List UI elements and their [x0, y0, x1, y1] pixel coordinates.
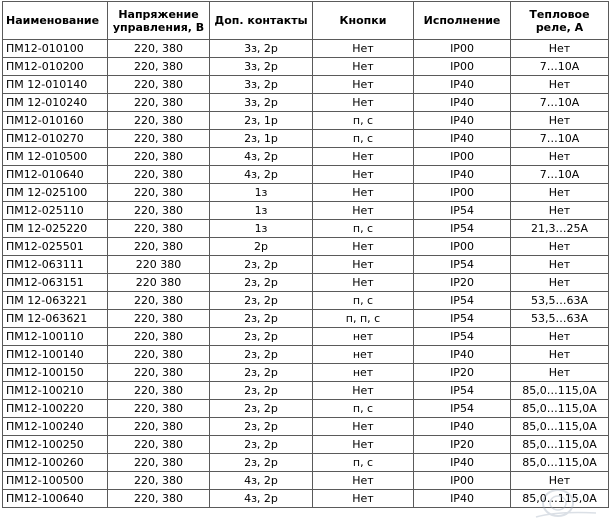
header-execution: Исполнение: [414, 2, 511, 40]
cell-execution: IP40: [414, 418, 511, 436]
cell-contacts: 4з, 2р: [210, 472, 313, 490]
table-body: [3, 40, 609, 508]
cell-buttons: Нет: [313, 184, 414, 202]
cell-buttons: п, с: [313, 130, 414, 148]
table-row: [3, 148, 609, 166]
cell-name: ПМ12-100110: [3, 328, 108, 346]
cell-voltage: 220 380: [108, 274, 210, 292]
table-row: [3, 472, 609, 490]
table-row: [3, 58, 609, 76]
cell-voltage: 220, 380: [108, 346, 210, 364]
cell-buttons: Нет: [313, 202, 414, 220]
table-row: [3, 76, 609, 94]
cell-name: ПМ12-010100: [3, 40, 108, 58]
cell-name: ПМ12-063111: [3, 256, 108, 274]
table-row: [3, 238, 609, 256]
contactor-spec-table: [2, 1, 609, 508]
cell-buttons: п, с: [313, 112, 414, 130]
cell-relay: Нет: [511, 184, 609, 202]
header-voltage: Напряжение управления, В: [108, 2, 210, 40]
cell-relay: 21,3…25А: [511, 220, 609, 238]
cell-execution: IP54: [414, 256, 511, 274]
cell-execution: IP40: [414, 490, 511, 508]
cell-buttons: п, с: [313, 400, 414, 418]
table-row: [3, 202, 609, 220]
cell-relay: 7…10А: [511, 94, 609, 112]
cell-relay: Нет: [511, 364, 609, 382]
cell-contacts: 1з: [210, 202, 313, 220]
table-row: [3, 292, 609, 310]
cell-contacts: 2з, 2р: [210, 328, 313, 346]
cell-name: ПМ 12-010500: [3, 148, 108, 166]
cell-execution: IP54: [414, 382, 511, 400]
cell-relay: 7…10А: [511, 166, 609, 184]
cell-buttons: нет: [313, 328, 414, 346]
cell-execution: IP54: [414, 400, 511, 418]
cell-relay: Нет: [511, 256, 609, 274]
cell-relay: Нет: [511, 112, 609, 130]
cell-execution: IP54: [414, 328, 511, 346]
table-row: [3, 256, 609, 274]
table-row: [3, 166, 609, 184]
header-row: [3, 2, 609, 40]
cell-contacts: 2з, 2р: [210, 418, 313, 436]
cell-execution: IP40: [414, 94, 511, 112]
cell-voltage: 220, 380: [108, 58, 210, 76]
cell-contacts: 2з, 2р: [210, 310, 313, 328]
cell-buttons: Нет: [313, 94, 414, 112]
cell-voltage: 220, 380: [108, 418, 210, 436]
cell-voltage: 220, 380: [108, 112, 210, 130]
cell-name: ПМ 12-063221: [3, 292, 108, 310]
cell-voltage: 220, 380: [108, 76, 210, 94]
table-row: [3, 40, 609, 58]
cell-voltage: 220 380: [108, 256, 210, 274]
cell-relay: Нет: [511, 328, 609, 346]
table-row: [3, 310, 609, 328]
cell-contacts: 2з, 1р: [210, 112, 313, 130]
header-relay: Тепловое реле, А: [511, 2, 609, 40]
cell-execution: IP00: [414, 148, 511, 166]
cell-name: ПМ12-010270: [3, 130, 108, 148]
cell-contacts: 3з, 2р: [210, 58, 313, 76]
cell-execution: IP40: [414, 346, 511, 364]
cell-relay: 53,5…63А: [511, 292, 609, 310]
cell-relay: 7…10А: [511, 58, 609, 76]
cell-contacts: 2з, 2р: [210, 256, 313, 274]
cell-execution: IP20: [414, 436, 511, 454]
cell-execution: IP00: [414, 238, 511, 256]
cell-execution: IP40: [414, 166, 511, 184]
cell-contacts: 2з, 2р: [210, 346, 313, 364]
cell-voltage: 220, 380: [108, 310, 210, 328]
cell-voltage: 220, 380: [108, 166, 210, 184]
cell-name: ПМ 12-010140: [3, 76, 108, 94]
cell-buttons: Нет: [313, 436, 414, 454]
cell-relay: 85,0…115,0А: [511, 490, 609, 508]
cell-buttons: Нет: [313, 490, 414, 508]
cell-contacts: 3з, 2р: [210, 40, 313, 58]
header-name: Наименование: [3, 2, 108, 40]
cell-name: ПМ12-025501: [3, 238, 108, 256]
cell-relay: 85,0…115,0А: [511, 436, 609, 454]
cell-contacts: 1з: [210, 184, 313, 202]
cell-name: ПМ 12-010240: [3, 94, 108, 112]
cell-buttons: п, с: [313, 220, 414, 238]
table-row: [3, 328, 609, 346]
cell-name: ПМ12-100260: [3, 454, 108, 472]
cell-execution: IP54: [414, 220, 511, 238]
cell-voltage: 220, 380: [108, 454, 210, 472]
cell-voltage: 220, 380: [108, 328, 210, 346]
table-row: [3, 184, 609, 202]
cell-contacts: 2р: [210, 238, 313, 256]
cell-relay: 85,0…115,0А: [511, 400, 609, 418]
cell-contacts: 1з: [210, 220, 313, 238]
cell-name: ПМ 12-063621: [3, 310, 108, 328]
cell-buttons: Нет: [313, 148, 414, 166]
cell-contacts: 4з, 2р: [210, 148, 313, 166]
table-row: [3, 346, 609, 364]
cell-buttons: Нет: [313, 256, 414, 274]
cell-buttons: Нет: [313, 472, 414, 490]
cell-name: ПМ12-010160: [3, 112, 108, 130]
table-row: [3, 490, 609, 508]
cell-name: ПМ12-100240: [3, 418, 108, 436]
cell-execution: IP00: [414, 58, 511, 76]
cell-voltage: 220, 380: [108, 436, 210, 454]
table-row: [3, 382, 609, 400]
header-buttons: Кнопки: [313, 2, 414, 40]
cell-name: ПМ12-100150: [3, 364, 108, 382]
cell-relay: Нет: [511, 76, 609, 94]
table-row: [3, 454, 609, 472]
cell-buttons: Нет: [313, 238, 414, 256]
cell-execution: IP40: [414, 112, 511, 130]
cell-voltage: 220, 380: [108, 382, 210, 400]
cell-relay: 53,5…63А: [511, 310, 609, 328]
cell-execution: IP00: [414, 184, 511, 202]
cell-name: ПМ12-100140: [3, 346, 108, 364]
table-row: [3, 418, 609, 436]
cell-buttons: п, с: [313, 454, 414, 472]
cell-relay: 85,0…115,0А: [511, 382, 609, 400]
cell-contacts: 2з, 2р: [210, 400, 313, 418]
cell-execution: IP54: [414, 202, 511, 220]
cell-name: ПМ12-063151: [3, 274, 108, 292]
cell-contacts: 4з, 2р: [210, 166, 313, 184]
cell-relay: Нет: [511, 40, 609, 58]
cell-buttons: Нет: [313, 58, 414, 76]
cell-relay: Нет: [511, 346, 609, 364]
cell-name: ПМ12-100640: [3, 490, 108, 508]
cell-relay: Нет: [511, 472, 609, 490]
cell-contacts: 2з, 2р: [210, 382, 313, 400]
table-row: [3, 400, 609, 418]
table-header: [3, 2, 609, 40]
cell-contacts: 2з, 2р: [210, 454, 313, 472]
cell-execution: IP40: [414, 454, 511, 472]
cell-voltage: 220, 380: [108, 220, 210, 238]
table-row: [3, 436, 609, 454]
cell-buttons: Нет: [313, 76, 414, 94]
cell-name: ПМ12-100250: [3, 436, 108, 454]
cell-relay: Нет: [511, 202, 609, 220]
cell-execution: IP40: [414, 76, 511, 94]
cell-name: ПМ12-010640: [3, 166, 108, 184]
cell-buttons: Нет: [313, 40, 414, 58]
cell-buttons: Нет: [313, 382, 414, 400]
cell-relay: 85,0…115,0А: [511, 418, 609, 436]
cell-name: ПМ12-100210: [3, 382, 108, 400]
cell-execution: IP00: [414, 472, 511, 490]
cell-execution: IP54: [414, 310, 511, 328]
cell-voltage: 220, 380: [108, 202, 210, 220]
cell-buttons: нет: [313, 346, 414, 364]
cell-buttons: Нет: [313, 274, 414, 292]
cell-voltage: 220, 380: [108, 490, 210, 508]
watermark-logo: [528, 483, 602, 523]
cell-contacts: 2з, 2р: [210, 292, 313, 310]
cell-name: ПМ12-025110: [3, 202, 108, 220]
cell-voltage: 220, 380: [108, 364, 210, 382]
cell-name: ПМ12-100500: [3, 472, 108, 490]
cell-buttons: п, п, с: [313, 310, 414, 328]
cell-name: ПМ12-100220: [3, 400, 108, 418]
cell-voltage: 220, 380: [108, 40, 210, 58]
header-contacts: Доп. контакты: [210, 2, 313, 40]
cell-execution: IP20: [414, 364, 511, 382]
cell-execution: IP54: [414, 292, 511, 310]
cell-buttons: Нет: [313, 418, 414, 436]
cell-voltage: 220, 380: [108, 292, 210, 310]
cell-voltage: 220, 380: [108, 148, 210, 166]
cell-name: ПМ 12-025100: [3, 184, 108, 202]
cell-buttons: п, с: [313, 292, 414, 310]
cell-voltage: 220, 380: [108, 472, 210, 490]
cell-relay: 7…10А: [511, 130, 609, 148]
cell-contacts: 2з, 2р: [210, 274, 313, 292]
table-row: [3, 274, 609, 292]
table-row: [3, 364, 609, 382]
table-row: [3, 220, 609, 238]
cell-voltage: 220, 380: [108, 400, 210, 418]
cell-name: ПМ12-010200: [3, 58, 108, 76]
cell-relay: Нет: [511, 238, 609, 256]
cell-name: ПМ 12-025220: [3, 220, 108, 238]
cell-contacts: 2з, 2р: [210, 436, 313, 454]
cell-contacts: 3з, 2р: [210, 76, 313, 94]
cell-voltage: 220, 380: [108, 184, 210, 202]
cell-contacts: 2з, 2р: [210, 364, 313, 382]
cell-relay: Нет: [511, 274, 609, 292]
cell-relay: Нет: [511, 148, 609, 166]
cell-voltage: 220, 380: [108, 94, 210, 112]
table-row: [3, 130, 609, 148]
cell-voltage: 220, 380: [108, 238, 210, 256]
table-row: [3, 94, 609, 112]
cell-execution: IP00: [414, 40, 511, 58]
cell-contacts: 3з, 2р: [210, 94, 313, 112]
cell-execution: IP40: [414, 130, 511, 148]
cell-voltage: 220, 380: [108, 130, 210, 148]
cell-execution: IP20: [414, 274, 511, 292]
cell-buttons: нет: [313, 364, 414, 382]
cell-relay: 85,0…115,0А: [511, 454, 609, 472]
cell-contacts: 4з, 2р: [210, 490, 313, 508]
cell-buttons: Нет: [313, 166, 414, 184]
cell-contacts: 2з, 1р: [210, 130, 313, 148]
table-row: [3, 112, 609, 130]
